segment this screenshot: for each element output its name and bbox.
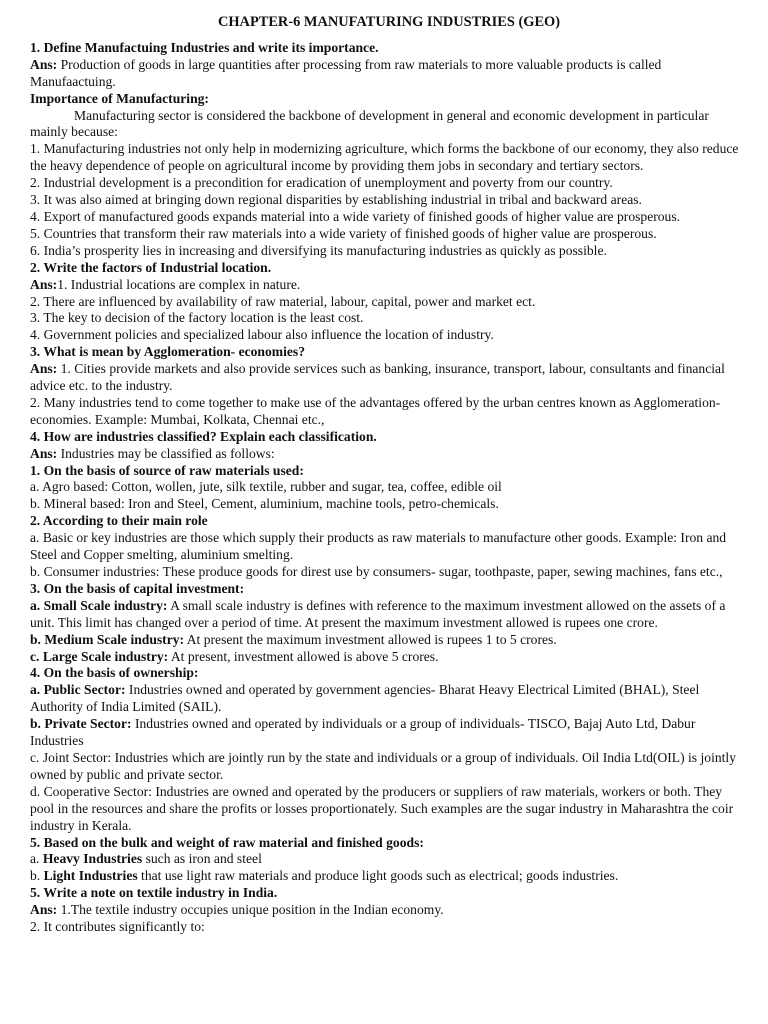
question-1: 1. Define Manufactuing Industries and write its importance. [30, 39, 379, 55]
item-text: Industries owned and operated by government agencies- Bharat Heavy Electrical Limited (BHAL), Steel Authority of India Limited (SAIL). [30, 682, 700, 715]
item-prefix: b. [30, 868, 44, 884]
answer-point: 2. There are influenced by availability of raw material, labour, capital, power and market ect. [30, 293, 536, 309]
answer-4-text: Industries may be classified as follows: [57, 445, 275, 461]
importance-point: 1. Manufacturing industries not only help in modernizing agriculture, which forms the backbone of our economy, they also reduce the heavy dependence of people on agricultural income by providing them jobs in secondary and tertiary sectors. [30, 141, 739, 174]
question-5: 5. Write a note on textile industry in India. [30, 885, 278, 901]
classification-item: a. Basic or key industries are those which supply their products as raw materials to manufacture other goods. Example: Iron and Steel and Copper smelting, aluminium smelting. [30, 530, 727, 563]
importance-point: 6. India’s prosperity lies in increasing and diversifying its manufacturing industries as quickly as possible. [30, 242, 607, 258]
answer-1-text: Production of goods in large quantities after processing from raw materials to more valuable products is called Manufaactuing. [30, 56, 662, 89]
ans-label: Ans: [30, 56, 58, 72]
question-4: 4. How are industries classified? Explain each classification. [30, 428, 377, 444]
answer-1 [30, 57, 748, 91]
ans-label: Ans: [30, 902, 58, 918]
answer-point: 2. It contributes significantly to: [30, 919, 205, 935]
classification-item: a. Agro based: Cotton, wollen, jute, silk textile, rubber and sugar, tea, coffee, edible oil [30, 479, 502, 495]
question-3: 3. What is mean by Agglomeration- economies? [30, 344, 306, 360]
subheading-main-role: 2. According to their main role [30, 513, 208, 529]
answer-2-text: 1. Industrial locations are complex in nature. [57, 276, 301, 292]
item-text: At present the maximum investment allowed is rupees 1 to 5 crores. [184, 631, 557, 647]
importance-heading: Importance of Manufacturing: [30, 90, 209, 106]
item-text: that use light raw materials and produce light goods such as electrical; goods industries. [137, 868, 619, 884]
importance-point: 5. Countries that transform their raw materials into a wide variety of finished goods of higher value are prosperous. [30, 225, 657, 241]
classification-item [30, 682, 748, 716]
ans-label: Ans: [30, 361, 58, 377]
subheading-raw-materials: 1. On the basis of source of raw materials used: [30, 462, 304, 478]
importance-intro: Manufacturing sector is considered the backbone of development in general and economic development in particular mainly because: [30, 107, 709, 140]
ans-label: Ans: [30, 276, 58, 292]
item-label: b. Private Sector: [30, 716, 132, 732]
importance-point: 3. It was also aimed at bringing down regional disparities by establishing industrial in tribal and backward areas. [30, 192, 642, 208]
answer-point: 2. Many industries tend to come together to make use of the advantages offered by the urban centres known as Agglomeration- economies. Example: Mumbai, Kolkata, Chennai etc., [30, 394, 721, 427]
item-label: c. Large Scale industry: [30, 648, 169, 664]
subheading-ownership: 4. On the basis of ownership: [30, 665, 199, 681]
importance-point: 2. Industrial development is a precondition for eradication of unemployment and poverty from our country. [30, 175, 613, 191]
importance-point: 4. Export of manufactured goods expands material into a wide variety of finished goods of higher value are prosperous. [30, 208, 681, 224]
answer-point: 4. Government policies and specialized labour also influence the location of industry. [30, 327, 494, 343]
classification-item [30, 598, 748, 632]
subheading-capital: 3. On the basis of capital investment: [30, 580, 245, 596]
classification-item [30, 649, 748, 666]
item-label: Heavy Industries [42, 851, 143, 867]
item-prefix: a. [30, 851, 43, 867]
subheading-bulk-weight: 5. Based on the bulk and weight of raw material and finished goods: [30, 834, 424, 850]
classification-item [30, 851, 748, 868]
classification-item: d. Cooperative Sector: Industries are owned and operated by the producers or suppliers of raw materials, workers or both. They pool in the resources and share the profits or losses proportionately. Such examples are the sugar industry in Maharashtra the coir industry in Kerala. [30, 783, 734, 833]
classification-item: b. Consumer industries: These produce goods for direst use by consumers- sugar, toothpaste, paper, sewing machines, fans etc., [30, 564, 723, 579]
classification-item [30, 632, 748, 649]
item-label: a. Public Sector: [30, 682, 126, 698]
question-2: 2. Write the factors of Industrial location. [30, 259, 272, 275]
answer-3-text: 1. Cities provide markets and also provide services such as banking, insurance, transport, labour, consultants and financial advice etc. to the industry. [30, 361, 725, 394]
answer-3 [30, 361, 748, 395]
item-label: Light Industries [43, 868, 138, 884]
answer-2 [30, 277, 748, 294]
classification-item: b. Mineral based: Iron and Steel, Cement, aluminium, machine tools, petro-chemicals. [30, 496, 499, 512]
ans-label: Ans: [30, 445, 58, 461]
chapter-title: CHAPTER-6 MANUFATURING INDUSTRIES (GEO) [217, 14, 561, 30]
classification-item [30, 716, 748, 750]
item-label: a. Small Scale industry: [30, 597, 168, 613]
item-text: A small scale industry is defines with reference to the maximum investment allowed on the assets of a unit. This limit has changed over a period of time. At present the maximum investment allowed is rupees one crore. [30, 597, 726, 630]
answer-4 [30, 446, 748, 463]
answer-point: 3. The key to decision of the factory location is the least cost. [30, 310, 364, 326]
item-text: such as iron and steel [142, 851, 262, 867]
answer-5 [30, 902, 748, 919]
classification-item [30, 868, 748, 885]
classification-item: c. Joint Sector: Industries which are jointly run by the state and individuals or a group of individuals. Oil India Ltd(OIL) is jointly owned by public and private sector. [30, 749, 736, 782]
item-label: b. Medium Scale industry: [30, 631, 185, 647]
item-text: At present, investment allowed is above 5 crores. [168, 648, 439, 664]
item-text: Industries owned and operated by individuals or a group of individuals- TISCO, Bajaj Auto Ltd, Dabur Industries [30, 716, 696, 749]
answer-5-text: 1.The textile industry occupies unique position in the Indian economy. [57, 902, 444, 918]
